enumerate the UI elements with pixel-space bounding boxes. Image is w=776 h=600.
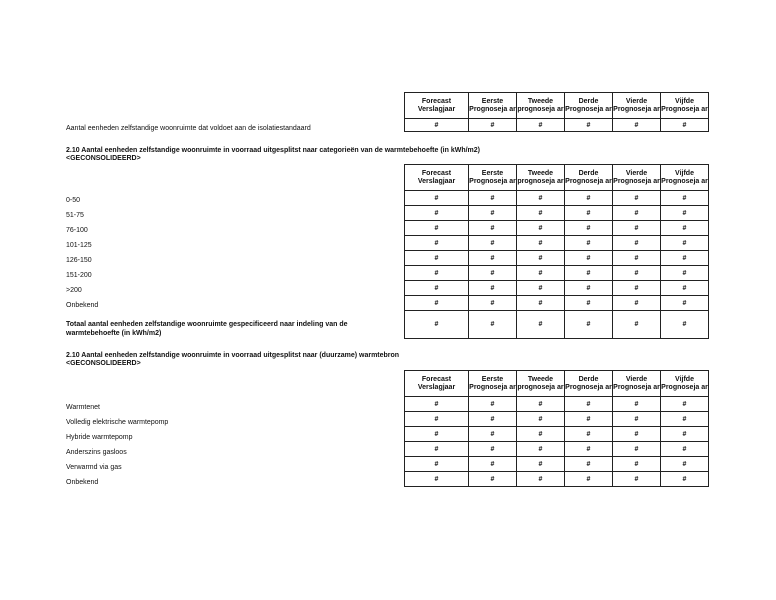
row-label: Verwarmd via gas [66,464,122,471]
value-cell[interactable]: # [517,191,565,206]
value-cell[interactable]: # [469,472,517,487]
value-cell[interactable]: # [469,412,517,427]
table-row [405,119,709,132]
value-cell[interactable]: # [613,251,661,266]
row-label: Onbekend [66,302,99,309]
value-cell[interactable]: # [517,457,565,472]
table-row [405,236,709,251]
value-cell[interactable]: # [661,427,709,442]
value-cell[interactable]: # [565,311,613,339]
value-cell[interactable]: # [565,221,613,236]
value-cell[interactable]: # [613,397,661,412]
value-cell[interactable]: # [405,221,469,236]
value-cell[interactable]: # [517,442,565,457]
value-cell[interactable]: # [517,311,565,339]
value-cell[interactable]: # [613,472,661,487]
value-cell[interactable]: # [613,281,661,296]
row-label: Warmtenet [66,404,100,411]
value-cell[interactable]: # [661,266,709,281]
value-cell[interactable]: # [469,281,517,296]
value-cell[interactable]: # [469,236,517,251]
table-header-row [405,165,709,191]
value-cell[interactable]: # [661,296,709,311]
value-cell[interactable]: # [565,427,613,442]
value-cell[interactable]: # [405,412,469,427]
value-cell[interactable]: # [517,412,565,427]
value-cell[interactable]: # [517,296,565,311]
value-cell[interactable]: # [517,281,565,296]
value-cell[interactable]: # [517,221,565,236]
value-cell[interactable]: # [565,119,613,132]
table-row [405,221,709,236]
value-cell[interactable]: # [613,191,661,206]
value-cell[interactable]: # [469,296,517,311]
value-cell[interactable]: # [469,311,517,339]
value-cell[interactable]: # [661,119,709,132]
value-cell[interactable]: # [565,281,613,296]
table-row [405,191,709,206]
column-header: Tweede prognoseja ar [517,93,565,119]
value-cell[interactable]: # [565,206,613,221]
table-row [405,427,709,442]
section-title: 2.10 Aantal eenheden zelfstandige woonruimte in voorraad uitgesplitst naar (duurzame) warmtebron [66,352,400,359]
value-cell[interactable]: # [661,442,709,457]
value-cell[interactable]: # [405,457,469,472]
value-cell[interactable]: # [469,457,517,472]
isolation-table [404,92,709,132]
value-cell[interactable]: # [565,236,613,251]
table-row [405,457,709,472]
column-header: Vijfde Prognoseja ar [661,371,709,397]
value-cell[interactable]: # [469,221,517,236]
column-header: Derde Prognoseja ar [565,93,613,119]
value-cell[interactable]: # [661,412,709,427]
value-cell[interactable]: # [613,221,661,236]
value-cell[interactable]: # [405,281,469,296]
value-cell[interactable]: # [613,442,661,457]
value-cell[interactable]: # [517,206,565,221]
table-row [405,397,709,412]
value-cell[interactable]: # [405,266,469,281]
table-header-row [405,371,709,397]
table-row [405,311,709,339]
value-cell[interactable]: # [565,296,613,311]
value-cell[interactable]: # [469,397,517,412]
value-cell[interactable]: # [469,119,517,132]
value-cell[interactable]: # [405,119,469,132]
value-cell[interactable]: # [469,191,517,206]
table-row [405,206,709,221]
table-header-row [405,93,709,119]
value-cell[interactable]: # [405,311,469,339]
column-header: Derde Prognoseja ar [565,165,613,191]
value-cell[interactable]: # [565,457,613,472]
value-cell[interactable]: # [613,236,661,251]
row-label: 51-75 [66,212,84,219]
heat-source-table [404,370,709,487]
value-cell[interactable]: # [565,266,613,281]
value-cell[interactable]: # [469,266,517,281]
value-cell[interactable]: # [661,457,709,472]
isolation-row-label: Aantal eenheden zelfstandige woonruimte dat voldoet aan de isolatiestandaard [66,125,311,132]
value-cell[interactable]: # [565,397,613,412]
value-cell[interactable]: # [613,457,661,472]
value-cell[interactable]: # [613,311,661,339]
column-header: Tweede prognoseja ar [517,371,565,397]
value-cell[interactable]: # [405,397,469,412]
value-cell[interactable]: # [661,281,709,296]
value-cell[interactable]: # [661,221,709,236]
value-cell[interactable]: # [469,442,517,457]
table-row [405,266,709,281]
value-cell[interactable]: # [613,119,661,132]
value-cell[interactable]: # [469,206,517,221]
column-header: Eerste Prognoseja ar [469,93,517,119]
value-cell[interactable]: # [565,472,613,487]
row-label: >200 [66,287,82,294]
row-label: 101-125 [66,242,92,249]
column-header: Eerste Prognoseja ar [469,371,517,397]
heat-demand-table [404,164,709,339]
value-cell[interactable]: # [405,442,469,457]
value-cell[interactable]: # [613,412,661,427]
row-label: Volledig elektrische warmtepomp [66,419,169,426]
value-cell[interactable]: # [613,266,661,281]
section-subtitle: <GECONSOLIDEERD> [66,155,141,162]
column-header: Vierde Prognoseja ar [613,165,661,191]
column-header: Vijfde Prognoseja ar [661,165,709,191]
value-cell[interactable]: # [661,472,709,487]
value-cell[interactable]: # [661,206,709,221]
value-cell[interactable]: # [517,251,565,266]
row-label: Hybride warmtepomp [66,434,133,441]
value-cell[interactable]: # [405,206,469,221]
value-cell[interactable]: # [613,296,661,311]
value-cell[interactable]: # [517,397,565,412]
value-cell[interactable]: # [565,191,613,206]
value-cell[interactable]: # [405,427,469,442]
table-row [405,442,709,457]
row-label: 0-50 [66,197,81,204]
table-row [405,296,709,311]
value-cell[interactable]: # [613,206,661,221]
column-header: Forecast Verslagjaar [405,165,469,191]
value-cell[interactable]: # [661,311,709,339]
row-label: Anderszins gasloos [66,449,127,456]
column-header: Forecast Verslagjaar [405,371,469,397]
table-row [405,472,709,487]
value-cell[interactable]: # [661,236,709,251]
row-label: 126-150 [66,257,92,264]
value-cell[interactable]: # [469,251,517,266]
total-row-label: Totaal aantal eenheden zelfstandige woonruimte gespecificeerd naar indeling van de warmtebehoefte (in kWh/m2) [66,321,348,337]
value-cell[interactable]: # [565,251,613,266]
value-cell[interactable]: # [405,472,469,487]
value-cell[interactable]: # [469,427,517,442]
value-cell[interactable]: # [661,397,709,412]
value-cell[interactable]: # [565,442,613,457]
value-cell[interactable]: # [661,191,709,206]
row-label: 151-200 [66,272,92,279]
column-header: Tweede prognoseja ar [517,165,565,191]
column-header: Vierde Prognoseja ar [613,93,661,119]
row-label: Onbekend [66,479,99,486]
table-row [405,281,709,296]
column-header: Vijfde Prognoseja ar [661,93,709,119]
value-cell[interactable]: # [517,266,565,281]
value-cell[interactable]: # [565,412,613,427]
value-cell[interactable]: # [517,427,565,442]
value-cell[interactable]: # [405,236,469,251]
section-subtitle: <GECONSOLIDEERD> [66,360,141,367]
column-header: Forecast Verslagjaar [405,93,469,119]
row-label: 76-100 [66,227,88,234]
value-cell[interactable]: # [517,119,565,132]
column-header: Eerste Prognoseja ar [469,165,517,191]
column-header: Derde Prognoseja ar [565,371,613,397]
value-cell[interactable]: # [613,427,661,442]
value-cell[interactable]: # [517,236,565,251]
value-cell[interactable]: # [405,191,469,206]
value-cell[interactable]: # [405,251,469,266]
table-row [405,251,709,266]
section-title: 2.10 Aantal eenheden zelfstandige woonruimte in voorraad uitgesplitst naar categorieën van de warmtebehoefte (in kWh/m2) [66,147,480,154]
table-row [405,412,709,427]
column-header: Vierde Prognoseja ar [613,371,661,397]
value-cell[interactable]: # [517,472,565,487]
value-cell[interactable]: # [661,251,709,266]
value-cell[interactable]: # [405,296,469,311]
